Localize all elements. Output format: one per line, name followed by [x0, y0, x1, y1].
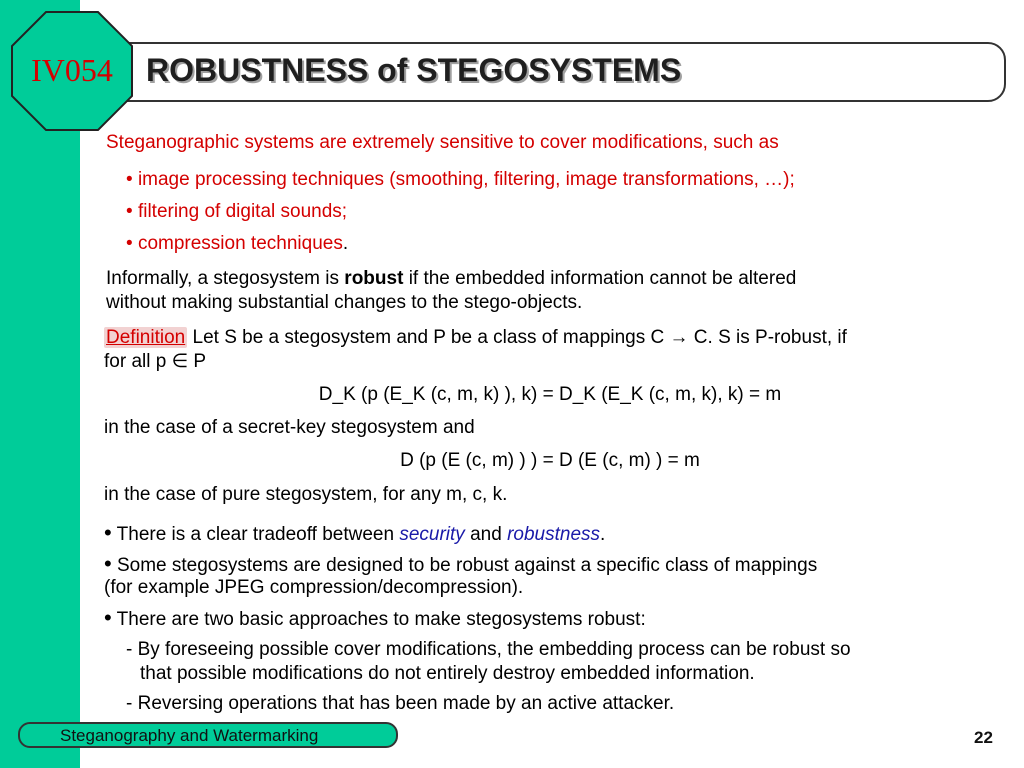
approaches-line: • There are two basic approaches to make stegosystems robust: — [104, 605, 646, 630]
bullet-icon: • — [126, 169, 133, 190]
definition-link[interactable]: Definition — [106, 327, 186, 348]
tradeoff-line: • There is a clear tradeoff between security and robustness. — [104, 520, 606, 545]
bullet-icon: • — [104, 520, 112, 545]
bullet-icon: • — [126, 233, 133, 254]
footer-course: Steganography and Watermarking — [60, 726, 319, 745]
formula-2: D (p (E (c, m) ) ) = D (E (c, m) ) = m — [400, 450, 700, 471]
course-code: IV054 — [31, 52, 113, 88]
mappings-line-2: (for example JPEG compression/decompression). — [104, 577, 524, 598]
robust-term: robust — [344, 268, 404, 289]
approach-1-line-2: that possible modifications do not entirely destroy embedded information. — [140, 663, 755, 684]
approach-2: - Reversing operations that has been made by an active attacker. — [126, 693, 675, 714]
bullet-digital-sounds: • filtering of digital sounds; — [126, 201, 348, 222]
mappings-line-1: • Some stegosystems are designed to be robust against a specific class of mappings — [104, 551, 818, 576]
robust-line-2: without making substantial changes to the stego-objects. — [106, 292, 583, 313]
page-title: ROBUSTNESS of STEGOSYSTEMS — [146, 52, 682, 88]
bullet-compression: • compression techniques. — [126, 233, 349, 254]
bullet-icon: • — [126, 201, 133, 222]
bullet-icon: • — [104, 605, 112, 630]
formula-1: D_K (p (E_K (c, m, k) ), k) = D_K (E_K (c, m, k), k) = m — [318, 384, 782, 405]
page-number: 22 — [974, 728, 993, 747]
secret-key-case: in the case of a secret-key stegosystem and — [104, 417, 475, 438]
definition-line-2: for all p ∈ P — [104, 351, 207, 372]
bullet-icon: • — [104, 551, 112, 576]
robust-line-1: Informally, a stegosystem is robust if the embedded information cannot be altered — [106, 268, 797, 289]
intro-text: Steganographic systems are extremely sensitive to cover modifications, such as — [106, 132, 779, 153]
definition-line-1: Definition Let S be a stegosystem and P be a class of mappings C → C. S is P-robust, if — [106, 327, 847, 348]
pure-case: in the case of pure stegosystem, for any m, c, k. — [104, 484, 508, 505]
approach-1-line-1: - By foreseeing possible cover modifications, the embedding process can be robust so — [126, 639, 851, 660]
bullet-image-processing: • image processing techniques (smoothing, filtering, image transformations, …); — [126, 169, 795, 190]
